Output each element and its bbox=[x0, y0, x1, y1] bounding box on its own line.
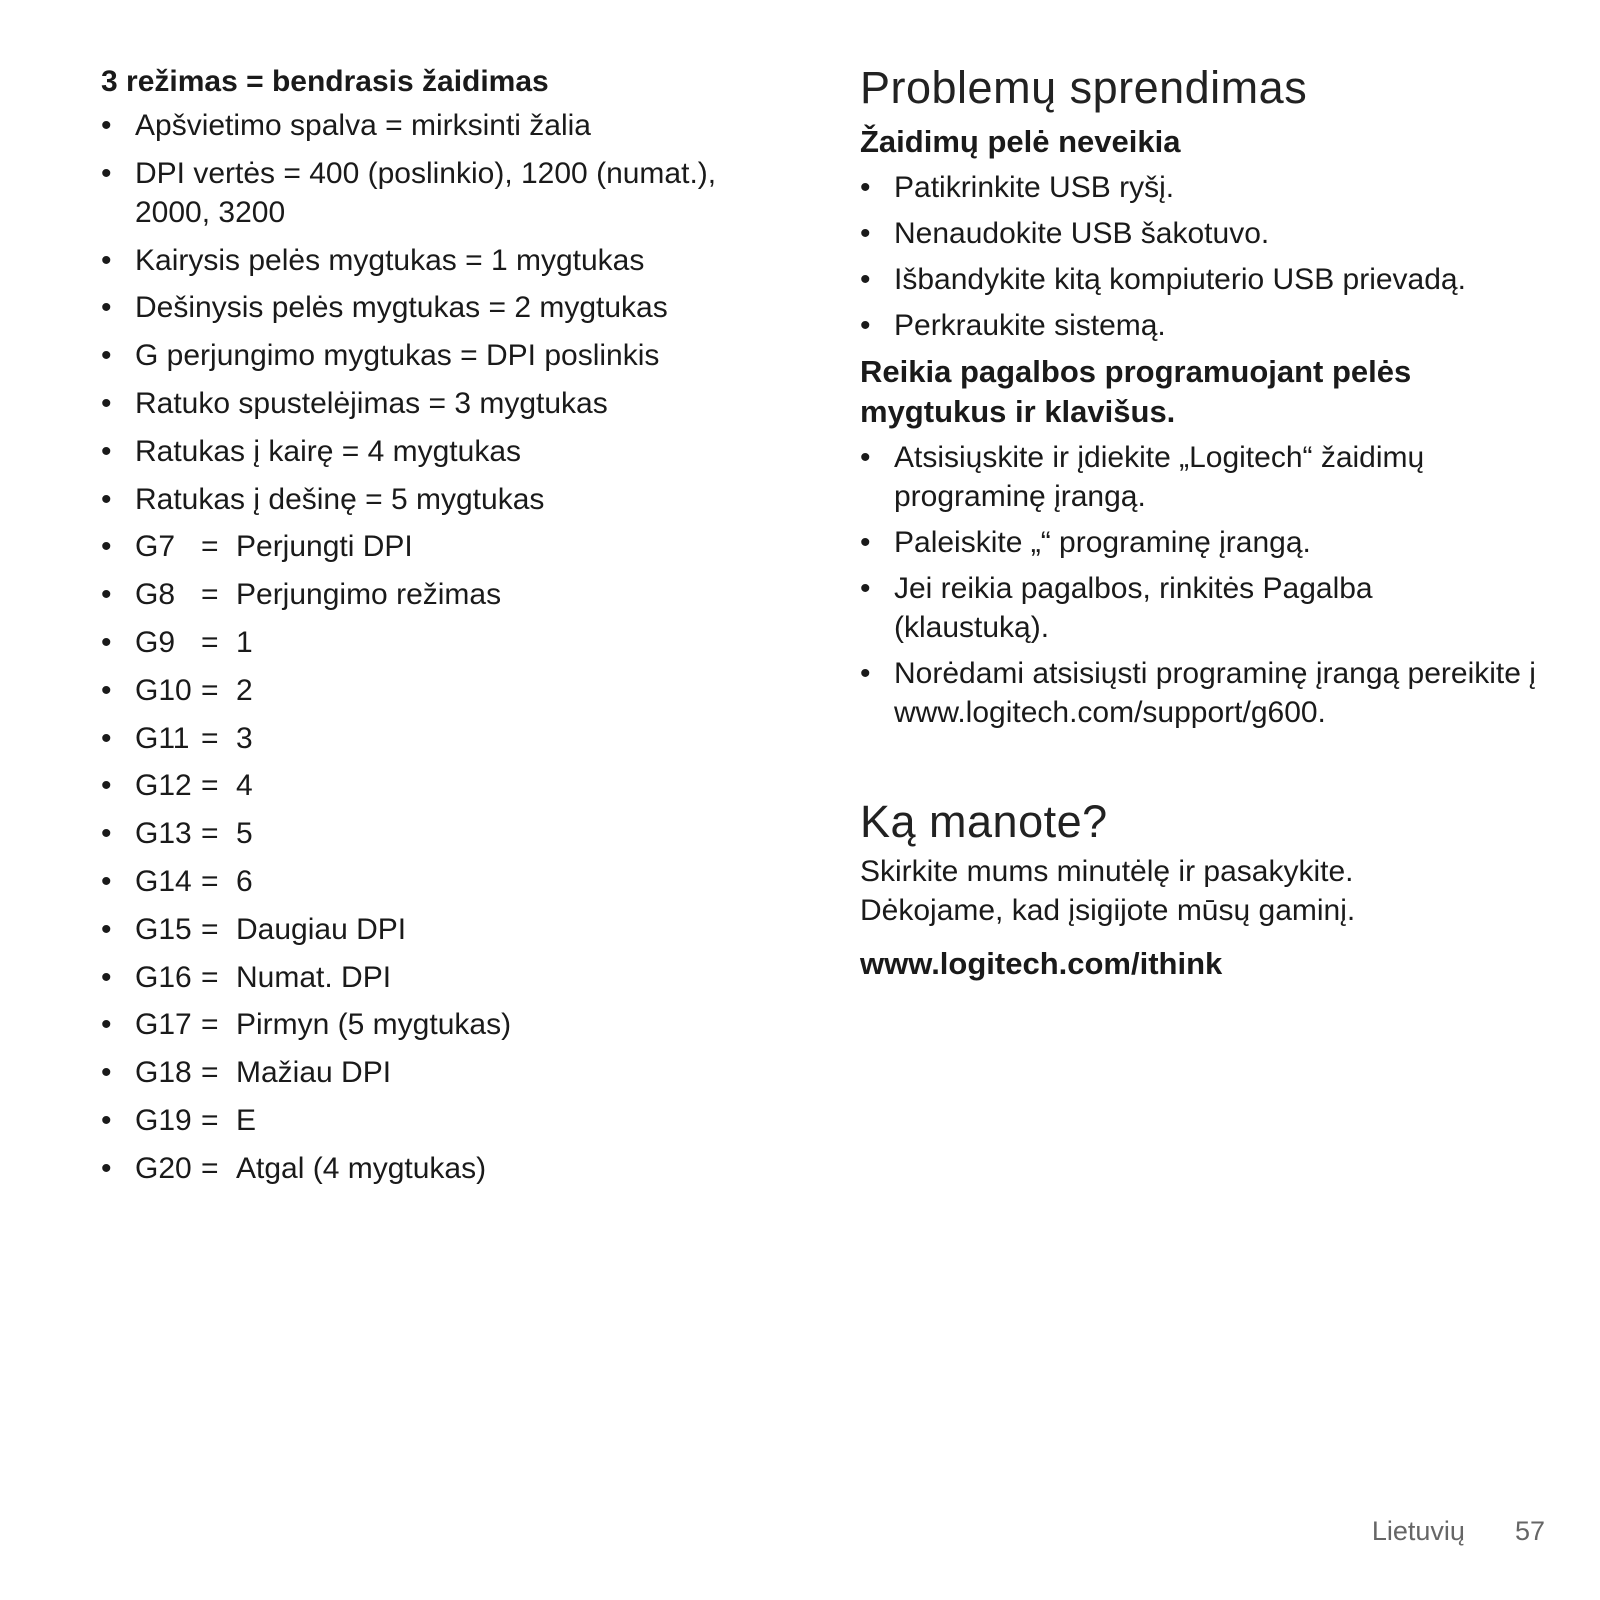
g-key-label: G16 bbox=[135, 960, 192, 994]
equals-sign: = bbox=[201, 721, 219, 755]
g-key-item bbox=[101, 575, 801, 614]
g-key-label: G17 bbox=[135, 1008, 192, 1042]
equals-sign: = bbox=[201, 1008, 219, 1042]
list-item: • DPI vertės = 400 (poslinkio), 1200 (numat.), 2000, 3200 bbox=[101, 154, 801, 232]
g-key-label: G9 bbox=[135, 625, 176, 659]
list-item: • Ratuko spustelėjimas = 3 mygtukas bbox=[101, 384, 801, 423]
g-key-item bbox=[101, 527, 801, 566]
g-key-item bbox=[101, 766, 801, 805]
troubleshooting-title: Problemų sprendimas bbox=[860, 62, 1308, 113]
g-key-value: Pirmyn (5 mygtukas) bbox=[236, 1008, 512, 1042]
g-key-label: G8 bbox=[135, 578, 176, 612]
g-key-item bbox=[101, 1149, 801, 1188]
equals-sign: = bbox=[201, 673, 219, 707]
g-key-value: Perjungti DPI bbox=[236, 530, 413, 564]
list-item: • Išbandykite kitą kompiuterio USB prievadą. bbox=[860, 260, 1560, 299]
list-item: • G perjungimo mygtukas = DPI poslinkis bbox=[101, 336, 801, 375]
feedback-line-1: Skirkite mums minutėlę ir pasakykite. bbox=[860, 855, 1354, 888]
equals-sign: = bbox=[201, 817, 219, 851]
mouse-not-working-heading: Žaidimų pelė neveikia bbox=[860, 124, 1181, 159]
g-key-label: G11 bbox=[135, 721, 190, 755]
page-footer bbox=[1372, 1516, 1545, 1547]
list-item: • Dešinysis pelės mygtukas = 2 mygtukas bbox=[101, 288, 801, 327]
g-key-item bbox=[101, 1053, 801, 1092]
equals-sign: = bbox=[201, 625, 219, 659]
programming-help-heading: Reikia pagalbos programuojant pelės mygtukus ir klavišus. bbox=[860, 354, 1412, 429]
feedback-title: Ką manote? bbox=[860, 796, 1108, 847]
mode-heading: 3 režimas = bendrasis žaidimas bbox=[101, 65, 549, 98]
g-key-item bbox=[101, 958, 801, 997]
equals-sign: = bbox=[201, 769, 219, 803]
g-key-value: Numat. DPI bbox=[236, 960, 392, 994]
list-item: • Perkraukite sistemą. bbox=[860, 306, 1560, 345]
g-key-value: Atgal (4 mygtukas) bbox=[236, 1151, 487, 1185]
g-key-label: G19 bbox=[135, 1103, 192, 1137]
equals-sign: = bbox=[201, 864, 219, 898]
g-key-value: 3 bbox=[236, 721, 253, 755]
mouse-not-working-list bbox=[860, 168, 1560, 345]
g-key-value: 1 bbox=[236, 625, 253, 659]
list-item: • Jei reikia pagalbos, rinkitės Pagalba (klaustuką). bbox=[860, 569, 1560, 647]
equals-sign: = bbox=[201, 578, 219, 612]
g-key-label: G14 bbox=[135, 864, 192, 898]
g-key-label: G10 bbox=[135, 673, 192, 707]
list-item: • Norėdami atsisiųsti programinę įrangą pereikite į www.logitech.com/support/g600. bbox=[860, 654, 1560, 732]
g-key-item bbox=[101, 1101, 801, 1140]
g-key-value: Daugiau DPI bbox=[236, 912, 407, 946]
list-item: • Kairysis pelės mygtukas = 1 mygtukas bbox=[101, 241, 801, 280]
g-key-item bbox=[101, 623, 801, 662]
g-key-label: G20 bbox=[135, 1151, 192, 1185]
g-key-item bbox=[101, 671, 801, 710]
list-item: • Ratukas į dešinę = 5 mygtukas bbox=[101, 480, 801, 519]
g-key-item bbox=[101, 814, 801, 853]
footer-language: Lietuvių bbox=[1371, 1516, 1465, 1546]
left-column bbox=[101, 58, 801, 1197]
programming-help-list bbox=[860, 438, 1560, 732]
list-item: • Paleiskite „“ programinę įrangą. bbox=[860, 523, 1560, 562]
g-key-label: G18 bbox=[135, 1056, 192, 1090]
list-item: • Ratukas į kairę = 4 mygtukas bbox=[101, 432, 801, 471]
g-key-value: 5 bbox=[236, 817, 253, 851]
feedback-line-2: Dėkojame, kad įsigijote mūsų gaminį. bbox=[860, 894, 1356, 927]
equals-sign: = bbox=[201, 960, 219, 994]
equals-sign: = bbox=[201, 912, 219, 946]
g-key-value: E bbox=[236, 1103, 257, 1137]
list-item: • Apšvietimo spalva = mirksinti žalia bbox=[101, 106, 801, 145]
g-key-value: 6 bbox=[236, 864, 253, 898]
list-item: • Patikrinkite USB ryšį. bbox=[860, 168, 1560, 207]
g-key-item bbox=[101, 862, 801, 901]
g-key-value: 2 bbox=[236, 673, 253, 707]
g-key-label: G12 bbox=[135, 769, 192, 803]
equals-sign: = bbox=[201, 1056, 219, 1090]
g-key-item bbox=[101, 910, 801, 949]
list-item: • Atsisiųskite ir įdiekite „Logitech“ žaidimų programinę įrangą. bbox=[860, 438, 1560, 516]
page-number: 57 bbox=[1514, 1516, 1545, 1546]
g-key-item bbox=[101, 719, 801, 758]
equals-sign: = bbox=[201, 1151, 219, 1185]
g-key-label: G13 bbox=[135, 817, 192, 851]
equals-sign: = bbox=[201, 530, 219, 564]
g-key-value: 4 bbox=[236, 769, 253, 803]
g-key-value: Perjungimo režimas bbox=[236, 578, 502, 612]
feedback-url[interactable]: www.logitech.com/ithink bbox=[860, 946, 1223, 981]
g-key-label: G15 bbox=[135, 912, 192, 946]
g-key-item bbox=[101, 1005, 801, 1044]
g-key-label: G7 bbox=[135, 530, 176, 564]
equals-sign: = bbox=[201, 1103, 219, 1137]
mode-settings-list bbox=[101, 106, 801, 1188]
list-item: • Nenaudokite USB šakotuvo. bbox=[860, 214, 1560, 253]
right-column bbox=[860, 58, 1560, 984]
g-key-value: Mažiau DPI bbox=[236, 1056, 392, 1090]
